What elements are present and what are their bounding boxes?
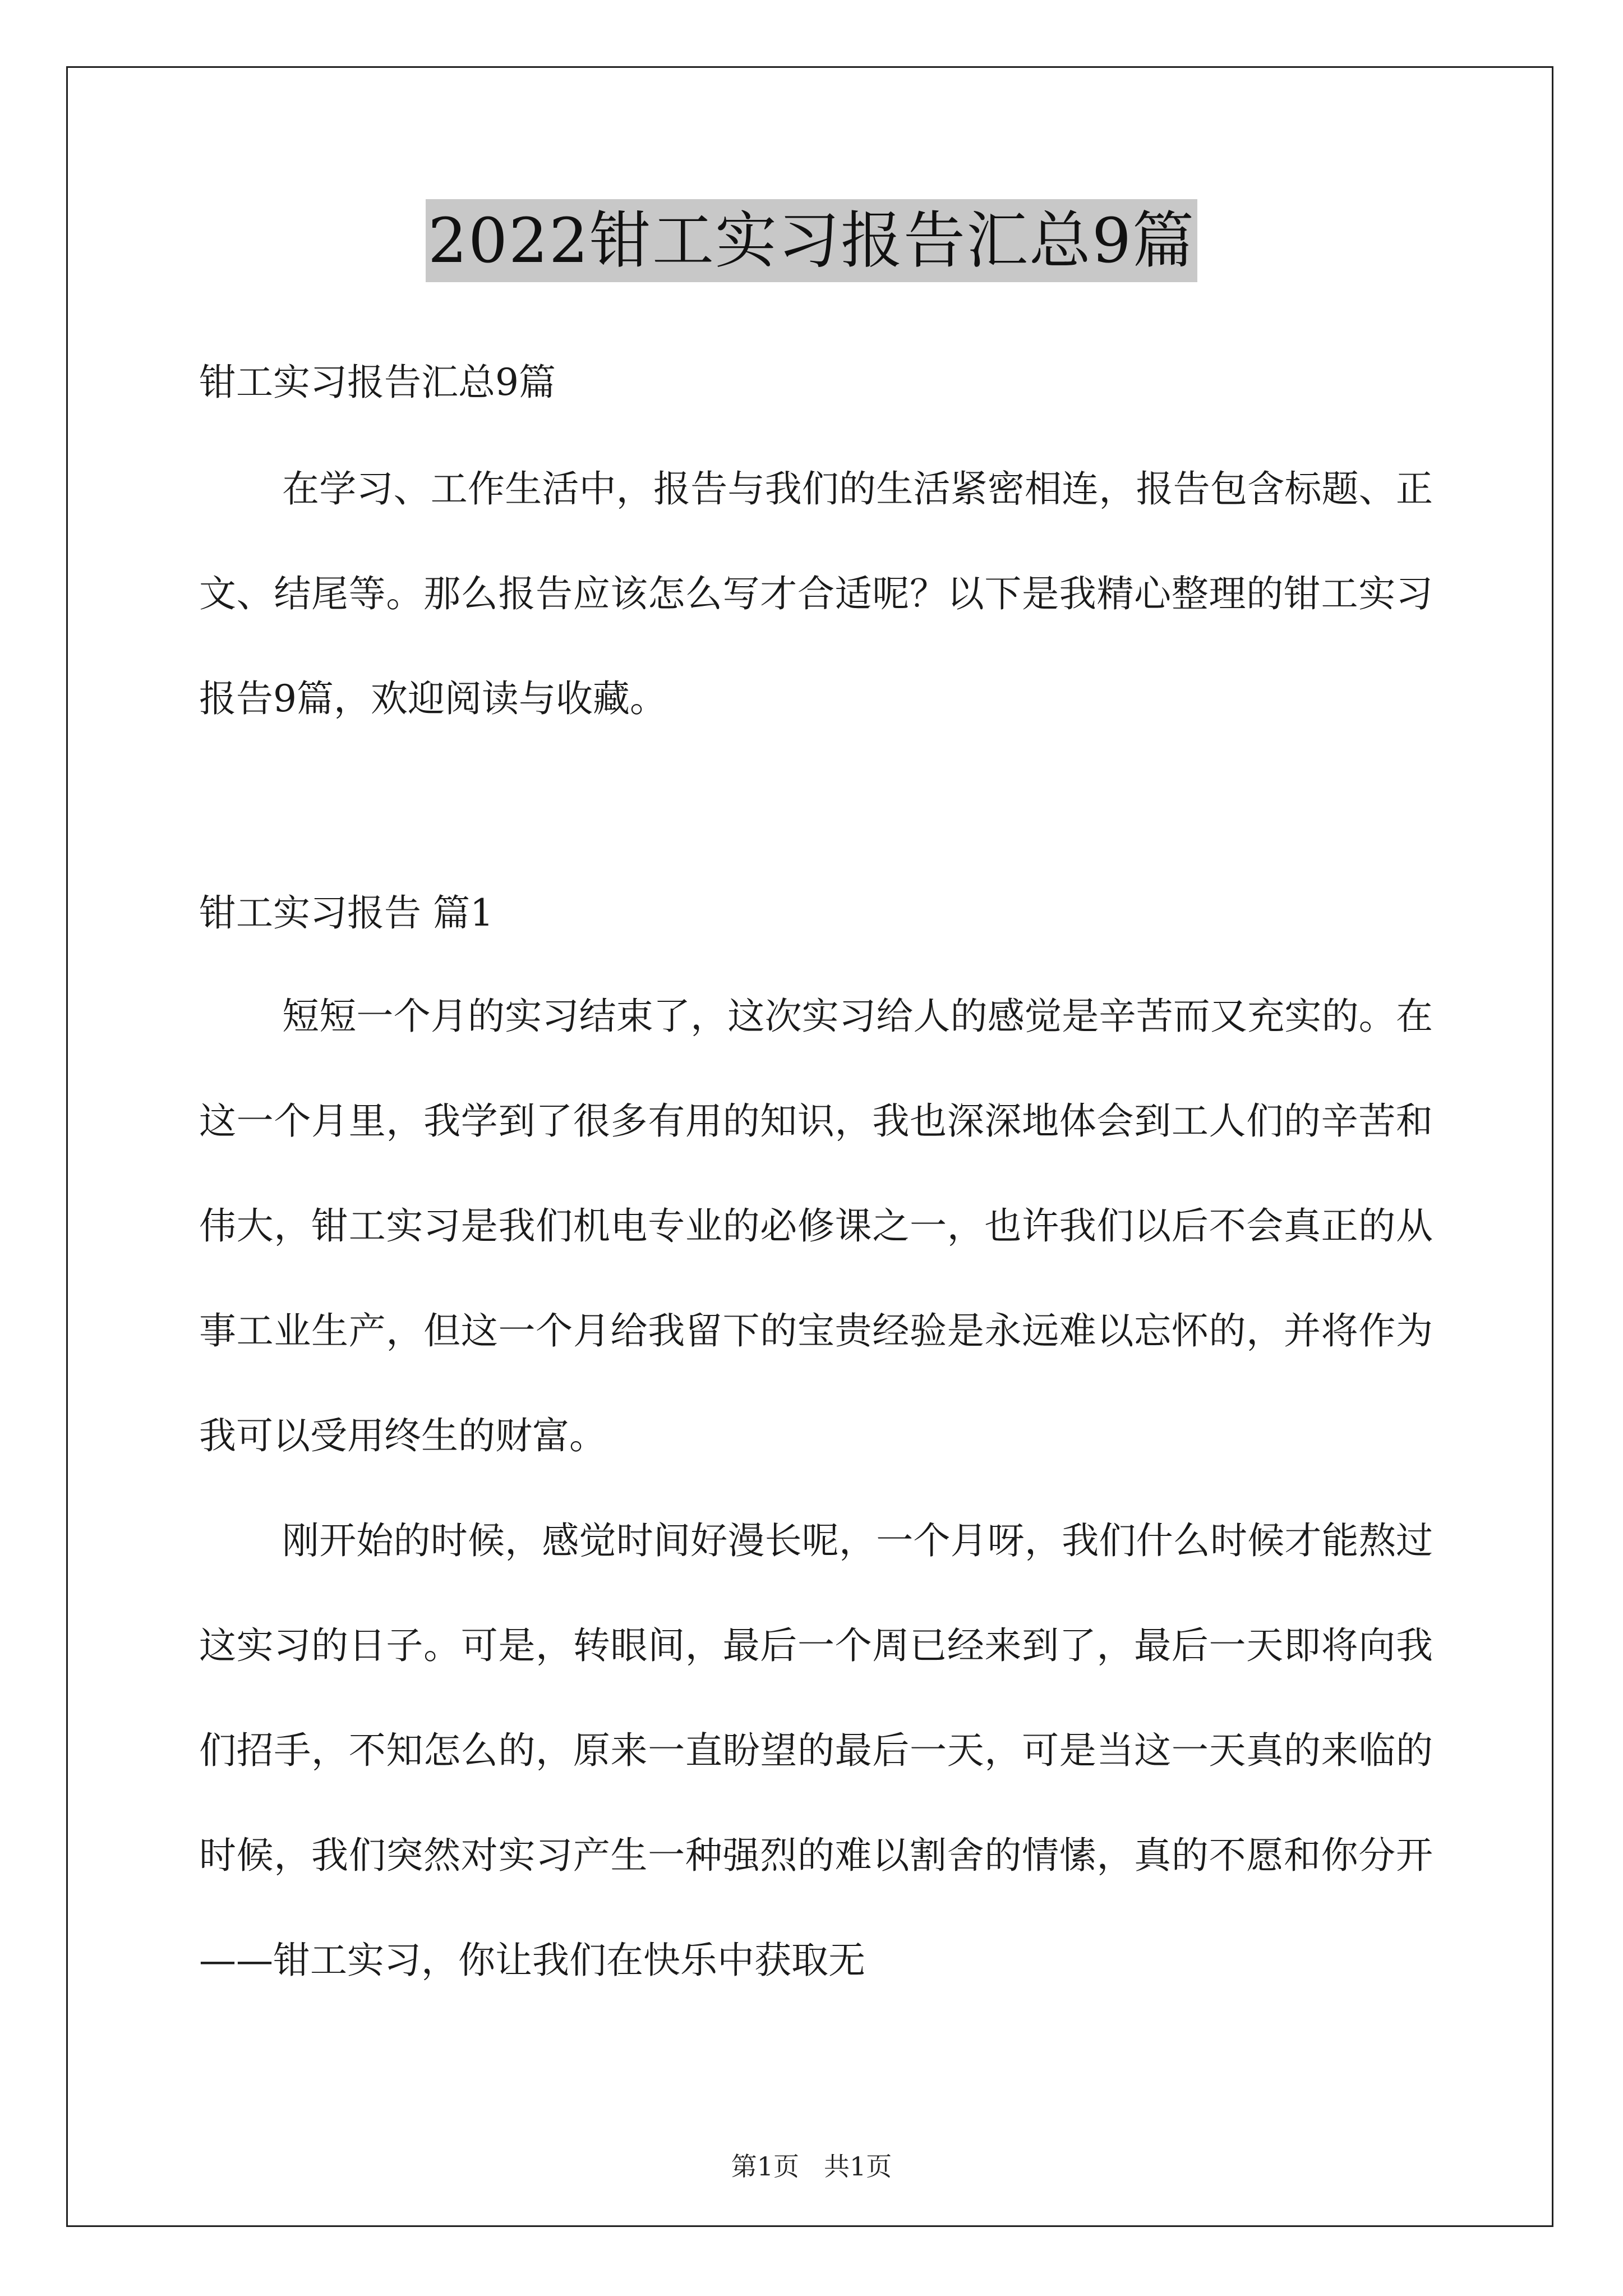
intro-block: [199, 436, 1433, 751]
section-heading-block: [199, 885, 1433, 941]
subtitle-block: [199, 355, 1433, 411]
intro-paragraph: 在学习、工作生活中，报告与我们的生活紧密相连，报告包含标题、正文、结尾等。那么报告应该怎么写才合适呢？以下是我精心整理的钳工实习报告9篇，欢迎阅读与收藏。: [199, 467, 1433, 720]
page-footer: [0, 2146, 1623, 2183]
body-paragraph: 刚开始的时候，感觉时间好漫长呢，一个月呀，我们什么时候才能熬过这实习的日子。可是，转眼间，最后一个周已经来到了，最后一天即将向我们招手，不知怎么的，原来一直盼望的最后一天，可是当这一天真的来临的时候，我们突然对实习产生一种强烈的难以割舍的情愫，真的不愿和你分开——钳工实习，你让我们在快乐中获取无: [199, 1519, 1433, 1982]
document-subtitle: 钳工实习报告汇总9篇: [199, 361, 556, 404]
total-pages-label: 共1页: [823, 2151, 892, 2182]
document-title: 2022钳工实习报告汇总9篇: [426, 199, 1197, 282]
section-heading: 钳工实习报告 篇1: [199, 891, 494, 935]
title-container: [0, 199, 1623, 282]
body-block: [199, 964, 1433, 2013]
page-number-label: 第1页: [731, 2151, 800, 2182]
body-paragraph: 短短一个月的实习结束了，这次实习给人的感觉是辛苦而又充实的。在这一个月里，我学到了很多有用的知识，我也深深地体会到工人们的辛苦和伟大，钳工实习是我们机电专业的必修课之一，也许我们以后不会真正的从事工业生产，但这一个月给我留下的宝贵经验是永远难以忘怀的，并将作为我可以受用终生的财富。: [199, 995, 1433, 1457]
